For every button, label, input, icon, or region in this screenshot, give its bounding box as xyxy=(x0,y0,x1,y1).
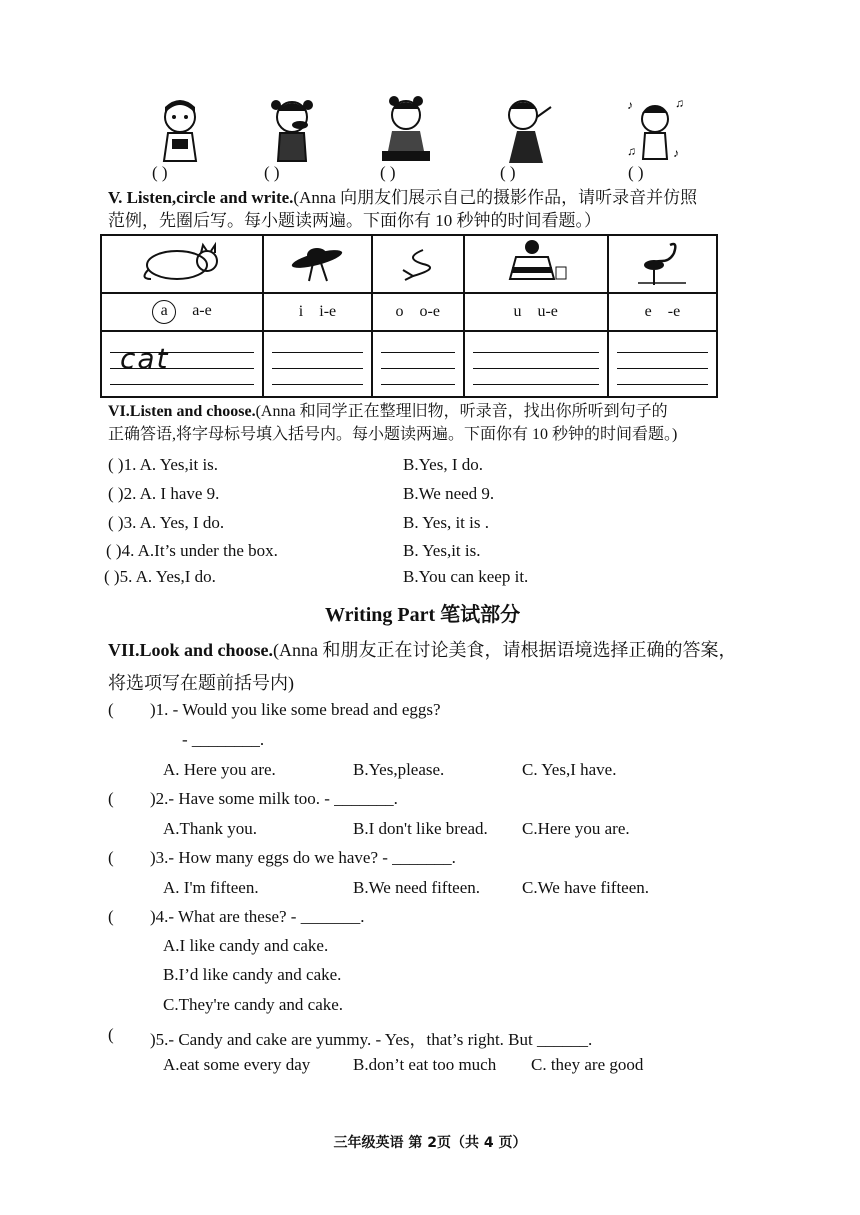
flamingo-picture-cell xyxy=(608,235,717,293)
svg-text:♫: ♫ xyxy=(627,144,636,158)
question-left[interactable]: ( )3. A. Yes, I do. xyxy=(108,513,225,532)
option-a: A. I'm fifteen. xyxy=(163,878,259,897)
letter-choice-u[interactable] xyxy=(464,293,608,331)
option-c: C.They're candy and cake. xyxy=(163,995,344,1014)
short-vowel: i xyxy=(298,303,304,320)
question-right: B.We need 9. xyxy=(403,484,495,503)
option-b: B.Yes,please. xyxy=(353,760,445,779)
write-cell[interactable] xyxy=(608,331,717,397)
option-c: C. Yes,I have. xyxy=(522,760,617,779)
girl-eating-icon xyxy=(262,95,322,167)
long-vowel: o-e xyxy=(419,303,440,320)
girl-writing-icon xyxy=(376,95,436,167)
answer-paren[interactable]: ( xyxy=(108,907,114,926)
answer-paren[interactable]: ( ) xyxy=(628,163,644,182)
question-right: B. Yes, it is . xyxy=(403,513,489,532)
short-vowel: a xyxy=(152,300,176,324)
answer-paren[interactable]: ( xyxy=(108,700,114,719)
rope-picture-cell xyxy=(372,235,464,293)
option-a: A. Here you are. xyxy=(163,760,276,779)
question-reply: - ________. xyxy=(182,730,265,749)
short-vowel: u xyxy=(513,303,522,320)
cake-picture-cell xyxy=(464,235,608,293)
section6-heading xyxy=(108,400,768,446)
phonics-table xyxy=(100,234,718,398)
girl-singing-icon xyxy=(495,95,555,167)
rope-icon xyxy=(393,242,443,282)
answer-paren[interactable]: ( xyxy=(108,789,114,808)
answer-paren[interactable]: ( xyxy=(108,848,114,867)
question-stem: )5.- Candy and cake are yummy. - Yes，that’s right. But ______. xyxy=(150,1030,593,1049)
option-b: B.I don't like bread. xyxy=(353,819,488,838)
section5-instruction: (Anna 向朋友们展示自己的摄影作品，请听录音并仿照 xyxy=(293,188,698,207)
svg-text:♫: ♫ xyxy=(675,96,684,110)
long-vowel: u-e xyxy=(537,303,558,320)
question-right: B. Yes,it is. xyxy=(403,541,481,560)
option-a: A.I like candy and cake. xyxy=(163,936,329,955)
letter-choice-o[interactable] xyxy=(372,293,464,331)
writing-part-title: Writing Part 笔试部分 xyxy=(325,604,521,626)
section7-heading xyxy=(108,634,778,700)
write-cell-example xyxy=(101,331,263,397)
question-stem: )4.- What are these? - _______. xyxy=(150,907,365,926)
section6-instruction-2: 正确答语,将字母标号填入括号内。每小题读两遍。下面你有 10 秒钟的时间看题。) xyxy=(108,426,678,443)
section7-title: VII.Look and choose. xyxy=(108,640,274,660)
section5-instruction-2: 范例，先圈后写。每小题读两遍。下面你有 10 秒钟的时间看题。） xyxy=(108,211,601,230)
question-left[interactable]: ( )1. A. Yes,it is. xyxy=(108,455,219,474)
cake-icon xyxy=(496,237,576,287)
answer-paren[interactable]: ( ) xyxy=(380,163,396,182)
question-left[interactable]: ( )5. A. Yes,I do. xyxy=(104,567,216,586)
question-stem: )3.- How many eggs do we have? - _______. xyxy=(150,848,456,867)
long-vowel: -e xyxy=(667,303,681,320)
question-left[interactable]: ( )4. A.It’s under the box. xyxy=(106,541,278,560)
letter-choice-i[interactable] xyxy=(263,293,372,331)
option-b: B.I’d like candy and cake. xyxy=(163,965,342,984)
option-c: C.Here you are. xyxy=(522,819,630,838)
option-a: A.eat some every day xyxy=(163,1055,311,1074)
letter-choice-e[interactable] xyxy=(608,293,717,331)
hat-picture-cell xyxy=(263,235,372,293)
answer-paren[interactable]: ( xyxy=(108,1025,114,1044)
option-b: B.We need fifteen. xyxy=(353,878,481,897)
cat-picture-cell xyxy=(101,235,263,293)
cat-icon xyxy=(137,239,227,285)
section6-title: VI.Listen and choose. xyxy=(108,403,256,420)
answer-paren[interactable]: ( ) xyxy=(500,163,516,182)
long-vowel: a-e xyxy=(192,302,212,319)
answer-paren[interactable]: ( ) xyxy=(264,163,280,182)
svg-text:♪: ♪ xyxy=(673,146,679,160)
long-vowel: i-e xyxy=(319,303,337,320)
hat-icon xyxy=(287,239,347,285)
girl-reading-icon xyxy=(150,95,210,167)
write-cell[interactable] xyxy=(372,331,464,397)
section5-title: V. Listen,circle and write. xyxy=(108,188,294,207)
page-footer: 三年级英语 第 2页（共 4 页） xyxy=(333,1135,527,1151)
short-vowel: e xyxy=(644,303,652,320)
question-stem: )1. - Would you like some bread and eggs? xyxy=(150,700,441,719)
question-right: B.Yes, I do. xyxy=(403,455,483,474)
example-word: cat xyxy=(120,342,170,375)
question-left[interactable]: ( )2. A. I have 9. xyxy=(108,484,220,503)
option-b: B.don’t eat too much xyxy=(353,1055,497,1074)
write-cell[interactable] xyxy=(464,331,608,397)
option-c: C. they are good xyxy=(531,1055,644,1074)
girl-music-icon xyxy=(625,95,685,167)
flamingo-icon xyxy=(632,237,692,287)
section5-heading xyxy=(108,186,768,232)
option-c: C.We have fifteen. xyxy=(522,878,650,897)
section6-instruction: (Anna 和同学正在整理旧物，听录音，找出你所听到句子的 xyxy=(255,403,668,420)
letter-choice-a[interactable] xyxy=(101,293,263,331)
answer-paren[interactable]: ( ) xyxy=(152,163,168,182)
question-right: B.You can keep it. xyxy=(403,567,529,586)
section7-instruction: (Anna 和朋友正在讨论美食，请根据语境选择正确的答案， xyxy=(273,640,737,660)
svg-text:♪: ♪ xyxy=(627,98,633,112)
question-stem: )2.- Have some milk too. - _______. xyxy=(150,789,398,808)
write-cell[interactable] xyxy=(263,331,372,397)
section7-instruction-2: 将选项写在题前括号内) xyxy=(108,673,294,693)
short-vowel: o xyxy=(395,303,404,320)
option-a: A.Thank you. xyxy=(163,819,257,838)
